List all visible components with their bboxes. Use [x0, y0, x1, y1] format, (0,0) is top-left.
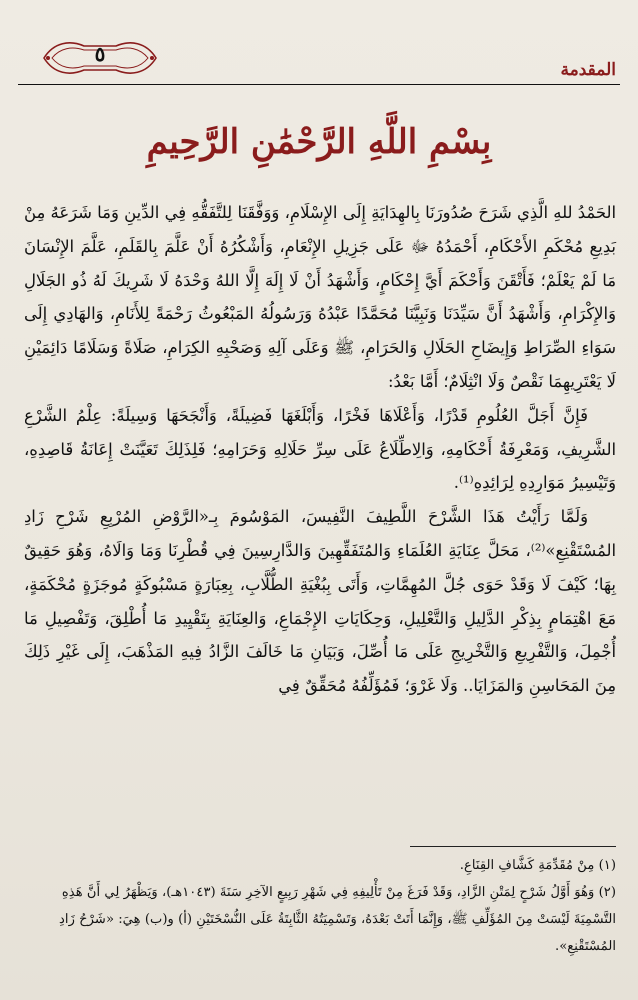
footnote-divider	[410, 846, 616, 847]
footnote-1: (١) مِنْ مُقَدِّمَةِ كَشَّافِ القِنَاعِ.	[459, 858, 616, 873]
header-divider	[18, 84, 620, 85]
page-header	[0, 0, 638, 100]
paragraph-book: وَلَمَّا رَأَيْتُ هَذَا الشَّرْحَ اللَّطِيفَ النَّفِيسَ، المَوْسُومَ بِـ«الرَّوْضِ المُرْبِعِ شَرْحِ زَادِ المُسْتَقْنِعِ»⁽²⁾، مَحَلَّ عِنَايَةِ العُلَمَاءِ وَالمُتَفَقِّهِينَ وَالدَّارِسِينَ فِي قُطْرِنَا وَمَا وَالَاهُ، وَهُوَ حَقِيقٌ بِهَا؛ كَيْفَ لَا وَقَدْ حَوَى جُلَّ المُهِمَّاتِ، وَأَتَى بِبُغْيَةِ الطُّلَّابِ، بِعِبَارَةٍ مَسْبُوكَةٍ مُوجَزَةٍ مُحْكَمَةٍ، مَعَ اهْتِمَامٍ بِذِكْرِ الدَّلِيلِ وَالتَّعْلِيلِ، وَحِكَايَاتِ الإِجْمَاعِ، وَالعِنَايَةِ بِتَقْيِيدِ مَا أُطْلِقَ، وَتَفْصِيلِ مَا أُجْمِلَ، وَالتَّفْرِيعِ وَالتَّخْرِيجِ عَلَى مَا أُصِّلَ، وَبَيَانِ مَا خَالَفَ الزَّادُ فِيهِ المَذْهَبَ، إِلَى غَيْرِ ذَلِكَ مِنَ المَحَاسِنِ وَالمَزَايَا.. وَلَا غَرْوَ؛ فَمُؤَلِّفُهُ مُحَقِّقٌ فِي	[24, 507, 616, 696]
main-text	[24, 196, 616, 703]
basmala-heading: بِسْمِ اللَّهِ الرَّحْمَٰنِ الرَّحِيمِ	[146, 122, 492, 162]
footnote-2: (٢) وَهُوَ أَوَّلُ شَرْحٍ لِمَتْنِ الزَّادِ، وَقَدْ فَرَغَ مِنْ تَأْلِيفِهِ فِي شَهْرِ رَبِيعٍ الآخِرِ سَنَةَ (١٠٤٣هـ)، وَيَظْهَرُ لِي أَنَّ هَذِهِ التَّسْمِيَةَ لَيْسَتْ مِنَ المُؤَلِّفِ ﷺ، وَإِنَّمَا أَتَتْ بَعْدَهُ، وَتَسْمِيَتُهُ الثَّابِتَةُ عَلَى النُّسْخَتَيْنِ (أ) و(ب) هِيَ: «شَرْحُ زَادِ المُسْتَقْنِعِ».	[59, 885, 616, 954]
footnotes	[24, 852, 616, 960]
page-number: ٥	[94, 42, 106, 66]
paragraph-knowledge: فَإِنَّ أَجَلَّ العُلُومِ قَدْرًا، وَأَعْلَاهَا فَخْرًا، وَأَبْلَغَهَا فَضِيلَةً، وَأَنْجَحَهَا وَسِيلَةً: عِلْمُ الشَّرْعِ الشَّرِيفِ، وَمَعْرِفَةُ أَحْكَامِهِ، وَالِاطِّلَاعُ عَلَى سِرِّ حَلَالِهِ وَحَرَامِهِ؛ فَلِذَلِكَ تَعَيَّنَتْ إِعَانَةُ قَاصِدِهِ، وَتَيْسِيرُ مَوَارِدِهِ لِرَائِدِهِ⁽¹⁾.	[24, 405, 616, 493]
section-title: المقدمة	[560, 60, 616, 80]
paragraph-intro: الحَمْدُ للهِ الَّذِي شَرَحَ صُدُورَنَا بِالهِدَايَةِ إِلَى الإِسْلَامِ، وَوَفَّقَنَا لِلتَّفَقُّهِ فِي الدِّينِ وَمَا شَرَعَهُ مِنْ بَدِيعِ مُحْكَمِ الأَحْكَامِ، أَحْمَدُهُ ﷻ عَلَى جَزِيلِ الإِنْعَامِ، وَأَشْكُرُهُ أَنْ عَلَّمَ بِالقَلَمِ، عَلَّمَ الإِنْسَانَ مَا لَمْ يَعْلَمْ؛ فَأَتْقَنَ وَأَحْكَمَ أَيَّ إِحْكَامٍ، وَأَشْهَدُ أَنْ لَا إِلَهَ إِلَّا اللهُ وَحْدَهُ لَا شَرِيكَ لَهُ ذُو الجَلَالِ وَالإِكْرَامِ، وَأَشْهَدُ أَنَّ سَيِّدَنَا وَنَبِيَّنَا مُحَمَّدًا عَبْدُهُ وَرَسُولُهُ المَبْعُوثُ رَحْمَةً لِلأَنَامِ، وَالهَادِي إِلَى سَوَاءِ الصِّرَاطِ وَإِيضَاحِ الحَلَالِ وَالحَرَامِ، ﷺ وَعَلَى آلِهِ وَصَحْبِهِ الكِرَامِ، صَلَاةً وَسَلَامًا دَائِمَيْنِ لَا يَعْتَرِيهِمَا نَقْصٌ وَلَا انْثِلَامٌ؛ أَمَّا بَعْدُ:	[24, 203, 616, 391]
